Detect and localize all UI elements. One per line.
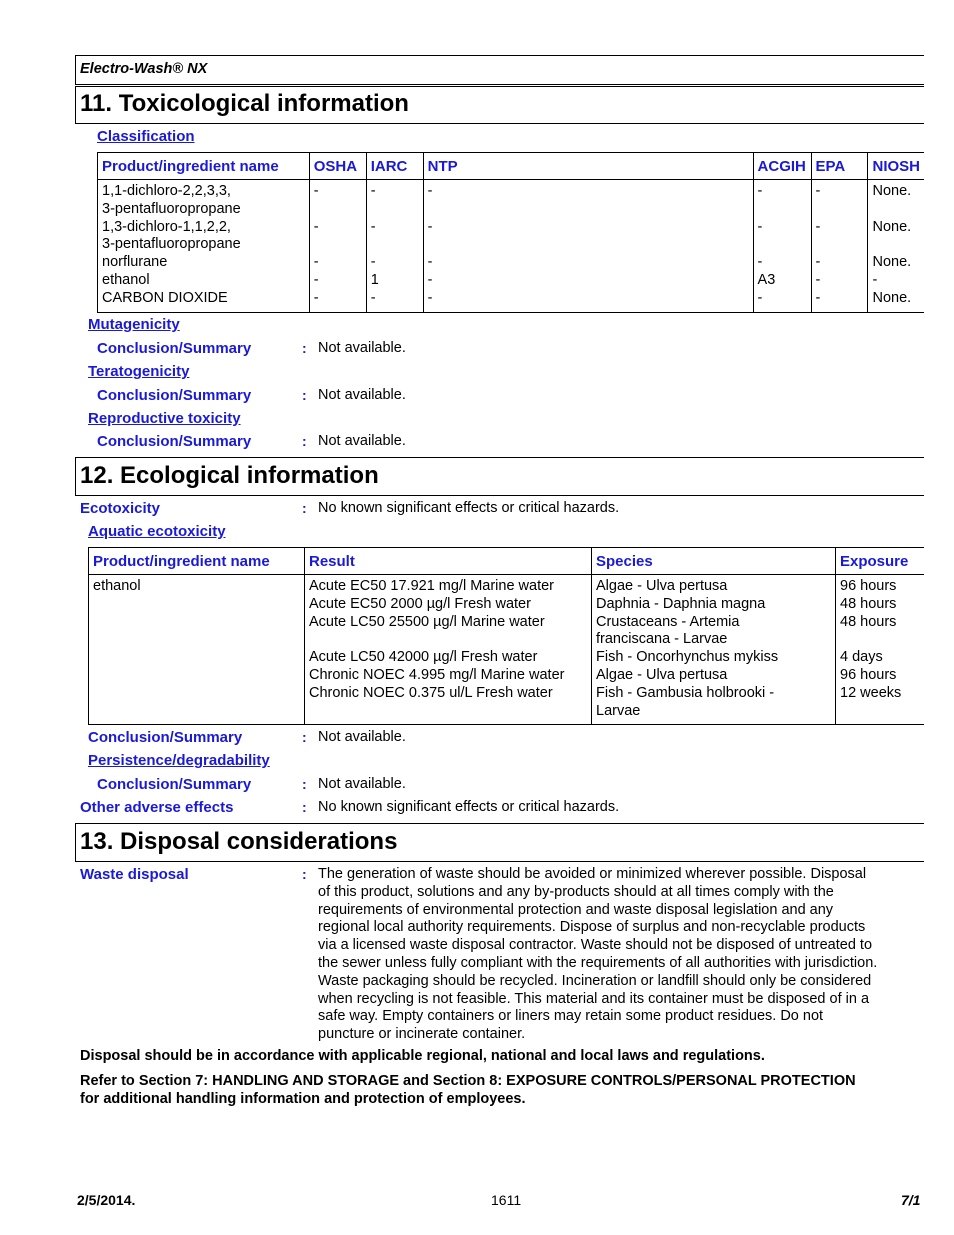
epa-value: - <box>815 218 821 235</box>
ntp-value: - <box>427 254 433 271</box>
iarc-cell <box>366 180 423 313</box>
ingredient-name: CARBON DIOXIDE <box>102 289 228 306</box>
persistence-conclusion-value: Not available. <box>318 776 406 792</box>
ingredient-name: ethanol <box>102 271 150 288</box>
acgih-value <box>758 236 807 254</box>
niosh-value: None. <box>872 289 912 306</box>
colon: : <box>302 799 307 815</box>
reproductive-conclusion-label: Conclusion/Summary <box>97 433 252 450</box>
col-header-epa: EPA <box>811 153 868 180</box>
eco-result: Chronic NOEC 0.375 ul/L Fresh water <box>309 684 553 701</box>
waste-disposal-text <box>318 866 877 1044</box>
disposal-note: Disposal should be in accordance with applicable regional, national and local laws and regulations. <box>80 1048 765 1064</box>
col-header-name: Product/ingredient name <box>98 153 310 180</box>
footer-date: 2/5/2014. <box>77 1192 136 1208</box>
iarc-value: 1 <box>370 271 379 288</box>
waste-line: requirements of environmental protection and waste disposal legislation and any <box>318 901 834 918</box>
ntp-value: - <box>427 271 433 288</box>
acgih-cell <box>753 180 811 313</box>
col-header-acgih: ACGIH <box>753 153 811 180</box>
ingredient-name: 1,1-dichloro-2,2,3,3, <box>102 183 231 199</box>
col-header-name: Product/ingredient name <box>89 548 305 575</box>
reproductive-conclusion-value: Not available. <box>318 433 406 449</box>
iarc-value: - <box>370 289 376 306</box>
niosh-value: None. <box>872 254 912 271</box>
niosh-value: None. <box>872 218 912 235</box>
acgih-value: A3 <box>757 271 776 288</box>
epa-value: - <box>815 183 821 199</box>
eco-conclusion-label: Conclusion/Summary <box>88 729 243 746</box>
niosh-value <box>872 236 920 254</box>
osha-value: - <box>313 254 319 271</box>
eco-result: Acute EC50 17.921 mg/l Marine water <box>309 578 555 594</box>
waste-line: regional local authority requirements. Dispose of surplus and non-recyclable products <box>318 919 866 936</box>
mutagenicity-link[interactable]: Mutagenicity <box>88 316 180 333</box>
footer-page-number: 7/1 <box>901 1192 921 1208</box>
acgih-value <box>758 201 807 219</box>
mutagenicity-conclusion-label: Conclusion/Summary <box>97 340 252 357</box>
eco-exposure-cell <box>836 575 925 725</box>
eco-species: Larvae <box>596 702 641 719</box>
osha-cell <box>309 180 366 313</box>
ntp-value: - <box>427 183 433 199</box>
product-title: Electro-Wash® NX <box>80 61 208 77</box>
waste-line: via a licensed waste disposal contractor. Waste should not be disposed of untreated to <box>318 937 873 954</box>
colon: : <box>302 776 307 792</box>
colon: : <box>302 729 307 745</box>
refer-note <box>80 1072 856 1108</box>
eco-exposure: 4 days <box>840 649 883 666</box>
osha-value: - <box>313 183 319 199</box>
teratogenicity-conclusion-value: Not available. <box>318 387 406 403</box>
epa-value: - <box>815 254 821 271</box>
persistence-conclusion-label: Conclusion/Summary <box>97 776 252 793</box>
waste-line: The generation of waste should be avoided or minimized wherever possible. Disposal <box>318 866 867 882</box>
eco-result: Acute LC50 25500 µg/l Marine water <box>309 613 545 630</box>
eco-exposure <box>840 631 920 649</box>
eco-exposure: 12 weeks <box>840 684 902 701</box>
niosh-value <box>872 201 920 219</box>
waste-line: safe way. Empty containers or liners may retain some product residues. Do not <box>318 1008 824 1025</box>
acgih-value: - <box>757 289 763 306</box>
acgih-value: - <box>757 183 763 199</box>
section-12-header <box>75 457 924 496</box>
iarc-value: - <box>370 218 376 235</box>
col-header-species: Species <box>592 548 836 575</box>
ntp-value: - <box>427 289 433 306</box>
acgih-value: - <box>757 218 763 235</box>
osha-value: - <box>313 289 319 306</box>
mutagenicity-conclusion-value: Not available. <box>318 340 406 356</box>
section-13-header <box>75 823 924 862</box>
eco-species: Fish - Gambusia holbrooki - <box>596 684 775 701</box>
epa-cell <box>811 180 868 313</box>
col-header-exposure: Exposure <box>836 548 925 575</box>
epa-value: - <box>815 289 821 306</box>
eco-result: Acute EC50 2000 µg/l Fresh water <box>309 595 531 612</box>
colon: : <box>302 433 307 449</box>
iarc-value <box>371 201 419 219</box>
ecotoxicity-value: No known significant effects or critical hazards. <box>318 500 620 516</box>
col-header-iarc: IARC <box>366 153 423 180</box>
section-13-title: 13. Disposal considerations <box>80 828 398 855</box>
epa-value <box>816 236 864 254</box>
waste-line: puncture or incinerate container. <box>318 1026 526 1043</box>
waste-disposal-label: Waste disposal <box>80 866 189 883</box>
ntp-cell <box>423 180 753 313</box>
section-12-title: 12. Ecological information <box>80 462 379 489</box>
osha-value <box>314 201 362 219</box>
ingredient-name: 1,3-dichloro-1,1,2,2, <box>102 218 231 235</box>
classification-table <box>97 152 924 313</box>
classification-link[interactable]: Classification <box>97 128 195 145</box>
eco-exposure: 48 hours <box>840 613 897 630</box>
other-adverse-label: Other adverse effects <box>80 799 234 816</box>
osha-value <box>314 236 362 254</box>
eco-conclusion-value: Not available. <box>318 729 406 745</box>
col-header-result: Result <box>305 548 592 575</box>
ntp-value <box>428 236 749 254</box>
footer-code: 1611 <box>491 1192 522 1208</box>
colon: : <box>302 500 307 516</box>
aquatic-ecotoxicity-table <box>88 547 924 725</box>
eco-species: Fish - Oncorhynchus mykiss <box>596 649 779 666</box>
ecotoxicity-label: Ecotoxicity <box>80 500 161 517</box>
waste-line: when recycling is not feasible. This material and its container must be disposed of in a <box>318 990 870 1007</box>
waste-line: Waste packaging should be recycled. Incineration or landfill should only be considered <box>318 972 872 989</box>
refer-note-line: Refer to Section 7: HANDLING AND STORAGE and Section 8: EXPOSURE CONTROLS/PERSONAL PROTECTION <box>80 1073 856 1089</box>
iarc-value: - <box>370 183 376 199</box>
eco-species: Crustaceans - Artemia <box>596 613 740 630</box>
col-header-ntp: NTP <box>423 153 753 180</box>
eco-result: Acute LC50 42000 µg/l Fresh water <box>309 649 538 666</box>
eco-result-cell <box>305 575 592 725</box>
osha-value: - <box>313 218 319 235</box>
ingredient-name: 3-pentafluoropropane <box>102 236 241 253</box>
other-adverse-value: No known significant effects or critical hazards. <box>318 799 620 815</box>
eco-result: Chronic NOEC 4.995 mg/l Marine water <box>309 666 565 683</box>
epa-value <box>816 201 864 219</box>
iarc-value <box>371 236 419 254</box>
waste-line: of this product, solutions and any by-products should at all times comply with the <box>318 883 834 900</box>
acgih-value: - <box>757 254 763 271</box>
ntp-value <box>428 201 749 219</box>
section-11-header <box>75 86 924 124</box>
eco-species: Algae - Ulva pertusa <box>596 578 728 594</box>
refer-note-line: for additional handling information and protection of employees. <box>80 1091 526 1107</box>
eco-species: franciscana - Larvae <box>596 631 728 648</box>
eco-ingredient-name: ethanol <box>93 578 141 594</box>
niosh-value: - <box>872 271 878 288</box>
eco-exposure: 48 hours <box>840 595 897 612</box>
niosh-value: None. <box>872 183 912 199</box>
col-header-osha: OSHA <box>309 153 366 180</box>
section-11-title: 11. Toxicological information <box>80 90 409 117</box>
teratogenicity-link[interactable]: Teratogenicity <box>88 363 190 380</box>
eco-name-cell <box>89 575 305 725</box>
document-header <box>75 55 924 85</box>
eco-exposure: 96 hours <box>840 666 897 683</box>
col-header-niosh: NIOSH <box>868 153 924 180</box>
reproductive-toxicity-link[interactable]: Reproductive toxicity <box>88 410 241 427</box>
ntp-value: - <box>427 218 433 235</box>
iarc-value: - <box>370 254 376 271</box>
colon: : <box>302 340 307 356</box>
ingredient-names-cell <box>98 180 310 313</box>
aquatic-ecotoxicity-link[interactable]: Aquatic ecotoxicity <box>88 523 226 540</box>
ingredient-name: norflurane <box>102 254 168 271</box>
eco-result <box>309 631 587 649</box>
niosh-cell <box>868 180 924 313</box>
epa-value: - <box>815 271 821 288</box>
colon: : <box>302 387 307 403</box>
colon: : <box>302 866 307 882</box>
waste-line: the sewer unless fully compliant with the requirements of all authorities with jurisdiction. <box>318 954 878 971</box>
persistence-link[interactable]: Persistence/degradability <box>88 752 270 769</box>
ingredient-name: 3-pentafluoropropane <box>102 200 241 217</box>
eco-species-cell <box>592 575 836 725</box>
eco-exposure: 96 hours <box>840 578 897 594</box>
osha-value: - <box>313 271 319 288</box>
eco-species: Daphnia - Daphnia magna <box>596 595 766 612</box>
eco-species: Algae - Ulva pertusa <box>596 666 728 683</box>
teratogenicity-conclusion-label: Conclusion/Summary <box>97 387 252 404</box>
